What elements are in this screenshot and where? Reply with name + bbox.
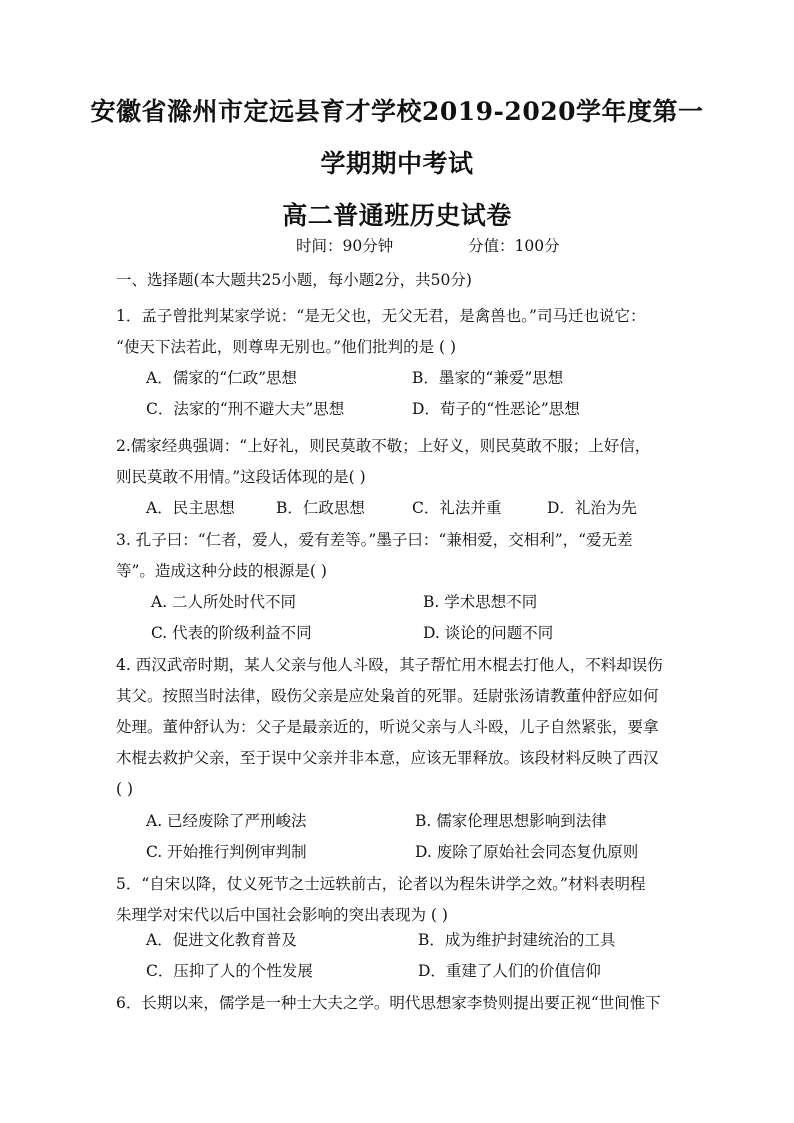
question-6-line-1: 6．长期以来，儒学是一种士大夫之学。明代思想家李贽则提出要正视“世间惟下 — [116, 994, 661, 1012]
section-heading: 一、选择题(本大题共25小题，每小题2分，共50分) — [116, 271, 472, 289]
exam-time: 时间：90分钟 — [296, 237, 394, 255]
question-3-option-d: D. 谈论的问题不同 — [423, 624, 554, 642]
question-1-option-c: C．法家的“刑不避大夫”思想 — [146, 400, 345, 418]
question-3-option-b: B. 学术思想不同 — [423, 593, 538, 611]
question-1-option-a: A．儒家的“仁政”思想 — [146, 369, 298, 387]
question-3-option-a: A. 二人所处时代不同 — [151, 593, 297, 611]
question-4-option-c: C. 开始推行判例审判制 — [146, 843, 307, 861]
question-5-line-1: 5．“自宋以降，仗义死节之士远轶前古，论者以为程朱讲学之效。”材料表明程 — [116, 875, 646, 893]
question-4-line-5: ( ) — [116, 780, 134, 798]
question-2-option-b: B．仁政思想 — [276, 499, 365, 517]
question-3-line-1: 3. 孔子曰：“仁者，爱人，爱有差等。”墨子曰：“兼相爱，交相利”，“爱无差 — [116, 531, 633, 549]
exam-subtitle: 高二普通班历史试卷 — [282, 201, 512, 230]
question-1-line-2: “使天下法若此，则尊卑无别也。”他们批判的是 ( ) — [116, 338, 457, 356]
question-3-option-c: C. 代表的阶级利益不同 — [151, 624, 312, 642]
question-4-option-a: A. 已经废除了严刑峻法 — [146, 812, 307, 830]
question-4-line-3: 处理。董仲舒认为：父子是最亲近的，听说父亲与人斗殴，儿子自然紧张，要拿 — [116, 718, 659, 736]
question-5-line-2: 朱理学对宋代以后中国社会影响的突出表现为 ( ) — [116, 906, 448, 924]
question-4-line-1: 4. 西汉武帝时期，某人父亲与他人斗殴，其子帮忙用木棍去打他人，不料却误伤 — [116, 656, 663, 674]
question-4-option-b: B. 儒家伦理思想影响到法律 — [415, 812, 607, 830]
question-5-option-d: D．重建了人们的价值信仰 — [418, 962, 601, 980]
question-1-line-1: 1．孟子曾批判某家学说：“是无父也，无父无君，是禽兽也。”司马迁也说它： — [116, 307, 646, 325]
question-4-line-2: 其父。按照当时法律，殴伤父亲是应处枭首的死罪。廷尉张汤请教董仲舒应如何 — [116, 687, 659, 705]
question-4-option-d: D. 废除了原始社会同态复仇原则 — [415, 843, 639, 861]
question-2-option-a: A．民主思想 — [146, 499, 235, 517]
exam-score: 分值：100分 — [468, 237, 560, 255]
question-4-line-4: 木棍去救护父亲，至于误中父亲并非本意，应该无罪释放。该段材料反映了西汉 — [116, 749, 659, 767]
question-5-option-c: C．压抑了人的个性发展 — [146, 962, 313, 980]
question-2-option-c: C．礼法并重 — [412, 499, 502, 517]
question-2-line-2: 则民莫敢不用情。”这段话体现的是( ) — [116, 468, 366, 486]
exam-title-line2: 学期期中考试 — [320, 149, 474, 178]
question-3-line-2: 等”。造成这种分歧的根源是( ) — [116, 562, 327, 580]
question-5-option-b: B．成为维护封建统治的工具 — [418, 931, 616, 949]
question-5-option-a: A．促进文化教育普及 — [146, 931, 297, 949]
exam-title-line1: 安徽省滁州市定远县育才学校2019-2020学年度第一 — [90, 97, 704, 126]
question-2-option-d: D．礼治为先 — [547, 499, 637, 517]
question-2-line-1: 2.儒家经典强调：“上好礼，则民莫敢不敬；上好义，则民莫敢不服；上好信， — [116, 437, 651, 455]
question-1-option-d: D．荀子的“性恶论”思想 — [412, 400, 580, 418]
question-1-option-b: B．墨家的“兼爱”思想 — [412, 369, 564, 387]
